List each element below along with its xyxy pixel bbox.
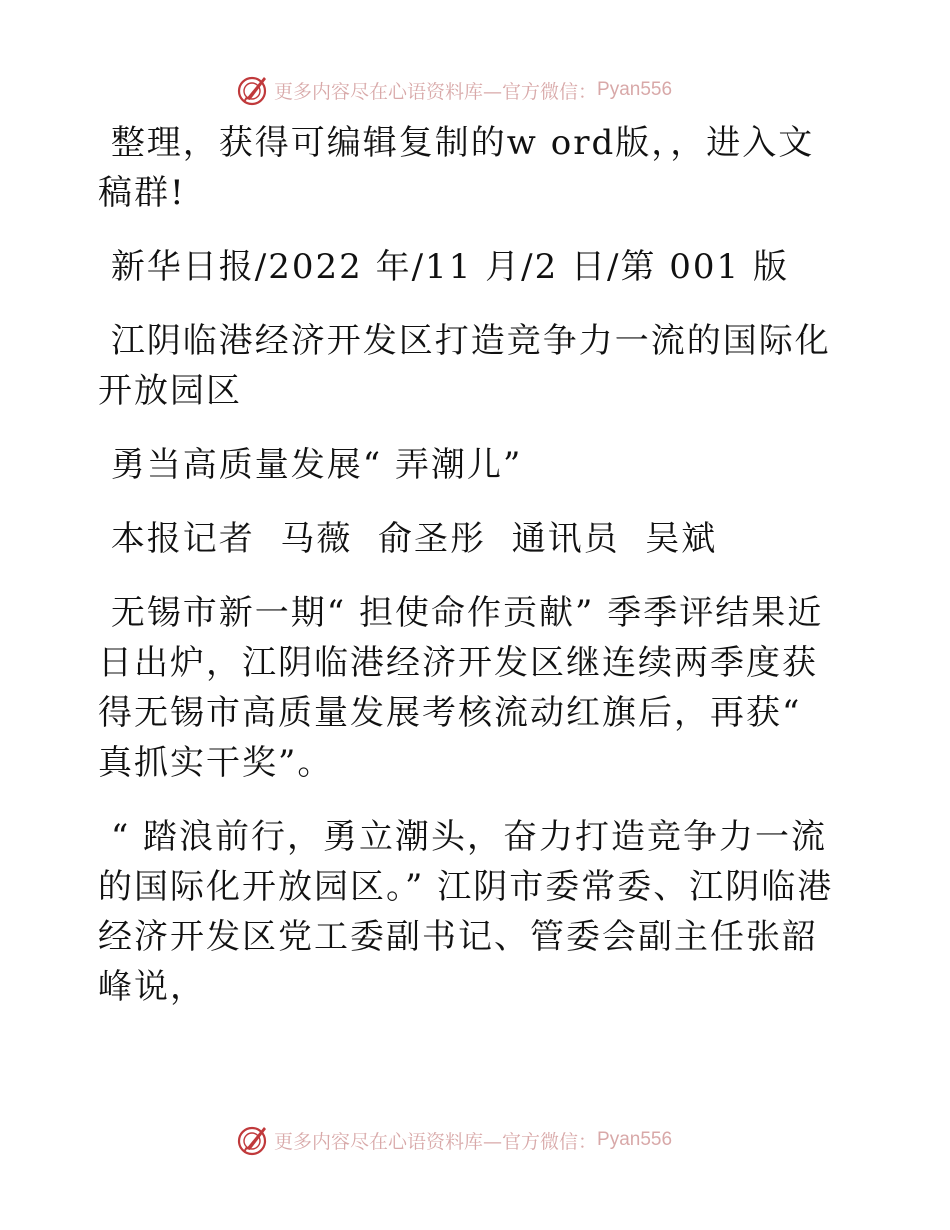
document-body (98, 118, 850, 1036)
paragraph-body-2: “ 踏浪前行，勇立潮头，奋力打造竞争力一流的国际化开放园区。” 江阴市委常委、江阴临港经济开发区党工委副书记、管委会副主任张韶峰说， (98, 817, 834, 1007)
watermark-wechat-id: Pyan556 (597, 79, 673, 100)
watermark-header (236, 72, 716, 108)
watermark-footer (236, 1122, 716, 1158)
watermark-text: 更多内容尽在心语资料库—官方微信： (274, 1130, 598, 1153)
paragraph-source-line: 新华日报/2022 年/11 月/2 日/第 001 版 (98, 247, 789, 287)
article-subheadline: 勇当高质量发展“ 弄潮儿” (98, 445, 523, 485)
quill-logo-icon (236, 1123, 270, 1157)
paragraph-intro-note: 整理，获得可编辑复制的w ord版，，进入文稿群! (98, 123, 815, 213)
quill-logo-icon (236, 73, 270, 107)
paragraph-body-1: 无锡市新一期“ 担使命作贡献” 季季评结果近日出炉，江阴临港经济开发区继连续两季度获得无锡市高质量发展考核流动红旗后，再获“ 真抓实干奖”。 (98, 593, 824, 783)
article-headline: 江阴临港经济开发区打造竞争力一流的国际化开放园区 (98, 321, 831, 411)
watermark-text: 更多内容尽在心语资料库—官方微信： (274, 80, 598, 103)
article-byline: 本报记者 马薇 俞圣彤 通讯员 吴斌 (98, 519, 718, 559)
watermark-wechat-id: Pyan556 (597, 1129, 673, 1150)
